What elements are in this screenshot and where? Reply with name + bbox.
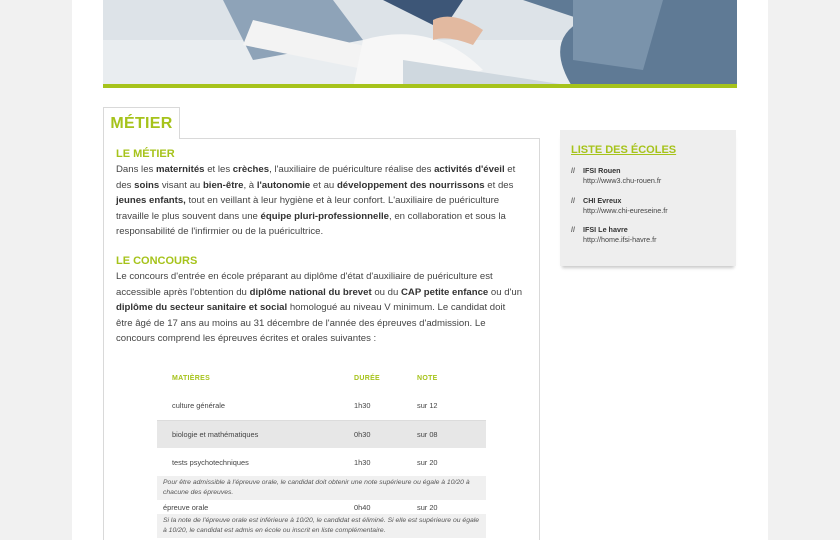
metier-content — [116, 147, 524, 347]
emphasis-text: crèches — [232, 164, 270, 175]
oral-duration: 0h40 — [354, 502, 371, 512]
row-grade: sur 20 — [417, 457, 438, 467]
row-duration: 0h30 — [354, 420, 417, 448]
body-text: ou d'un — [488, 286, 523, 298]
table-row-oral — [157, 500, 486, 514]
body-text: homologué au niveau V minimum. Le candidat doit être âgé de 17 ans au moins au 31 décembre de l'année des épreuves d'admission. Le concours comprend les épreuves écrites et orales suivantes : — [116, 302, 506, 345]
body-text: Dans les — [116, 164, 156, 175]
school-name: CHI Evreux — [583, 196, 622, 205]
section-title-concours: LE CONCOURS — [116, 254, 198, 267]
table-note-row — [157, 514, 486, 538]
body-text: tout en veillant à leur hygiène et à leur confort. L'auxiliaire de puériculture travaille le plus souvent dans une — [116, 195, 500, 222]
bullet-icon: // — [571, 225, 575, 234]
hero-photo-illustration — [103, 0, 737, 88]
school-link[interactable]: http://home.ifsi-havre.fr — [583, 235, 657, 244]
school-link[interactable]: http://www3.chu-rouen.fr — [583, 176, 662, 185]
body-text: , à — [243, 179, 257, 191]
oral-grade: sur 20 — [417, 502, 438, 512]
table-header-duree: DURÉE — [354, 374, 381, 382]
exam-table — [157, 364, 486, 538]
body-text: Le concours d'entrée en école préparant au diplôme d'état d'auxiliaire de puériculture est accessible après l'obtention du — [116, 270, 493, 298]
school-name: IFSI Rouen — [583, 166, 621, 175]
metier-paragraph — [116, 162, 524, 240]
row-grade: sur 12 — [417, 392, 486, 420]
metier-tab[interactable] — [103, 107, 180, 139]
body-text: , en collaboration et sous la responsabilité de l'infirmier ou de la puéricultrice. — [116, 210, 506, 238]
table-note-row — [157, 476, 486, 500]
admissibility-note: Pour être admissible à l'épreuve orale, le candidat doit obtenir une note supérieure ou égale à 10/20 à chacune des épreuves. — [157, 476, 486, 500]
body-text: et des — [116, 164, 516, 191]
body-text: ou du — [371, 286, 401, 298]
row-subject: culture générale — [157, 392, 354, 420]
emphasis-text: CAP petite enfance — [401, 286, 489, 298]
emphasis-text: diplôme national du brevet — [249, 286, 372, 298]
schools-sidebar-title[interactable]: LISTE DES ÉCOLES — [571, 144, 677, 156]
table-header-row — [157, 364, 486, 392]
oral-subject: épreuve orale — [163, 502, 209, 512]
row-grade: sur 08 — [417, 420, 486, 448]
body-text: visant au — [159, 179, 203, 191]
hero-accent-bar — [103, 84, 737, 88]
row-duration: 1h30 — [354, 457, 371, 467]
emphasis-text: diplôme du secteur sanitaire et social — [116, 302, 288, 314]
body-text: et au — [310, 179, 337, 191]
emphasis-text: jeunes enfants, — [116, 195, 186, 207]
bullet-icon: // — [571, 166, 575, 175]
emphasis-text: soins — [134, 179, 160, 191]
schools-sidebar — [560, 130, 736, 266]
oral-note: Si la note de l'épreuve orale est inférieure à 10/20, le candidat est éliminé. Si elle est supérieure ou égale à 10/20, le candidat est admis en école ou inscrit en liste complémentaire. — [157, 514, 486, 538]
metier-tab-label: MÉTIER — [110, 115, 173, 132]
emphasis-text: activités d'éveil — [434, 164, 505, 175]
table-header-note: NOTE — [417, 374, 438, 382]
table-row — [157, 448, 486, 476]
row-subject: biologie et mathématiques — [157, 420, 354, 448]
hero-image — [103, 0, 737, 88]
table-row — [157, 420, 486, 448]
body-text: , l'auxiliaire de puériculture réalise des — [269, 164, 435, 175]
body-text: et les — [204, 164, 233, 175]
table-row — [157, 392, 486, 420]
row-duration: 1h30 — [354, 392, 417, 420]
emphasis-text: l'autonomie — [256, 179, 311, 191]
table-header-matieres: MATIÈRES — [172, 374, 211, 382]
concours-paragraph — [116, 269, 524, 347]
emphasis-text: développement des nourrissons — [336, 179, 485, 191]
emphasis-text: maternités — [156, 164, 205, 175]
emphasis-text: bien-être — [202, 179, 244, 191]
body-text: et des — [484, 179, 514, 191]
school-link[interactable]: http://www.chi-eureseine.fr — [583, 206, 668, 215]
bullet-icon: // — [571, 196, 575, 205]
emphasis-text: équipe pluri-professionnelle — [260, 210, 389, 222]
school-name: IFSI Le havre — [583, 225, 628, 234]
row-subject: tests psychotechniques — [172, 457, 249, 467]
section-title-metier: LE MÉTIER — [116, 148, 175, 160]
